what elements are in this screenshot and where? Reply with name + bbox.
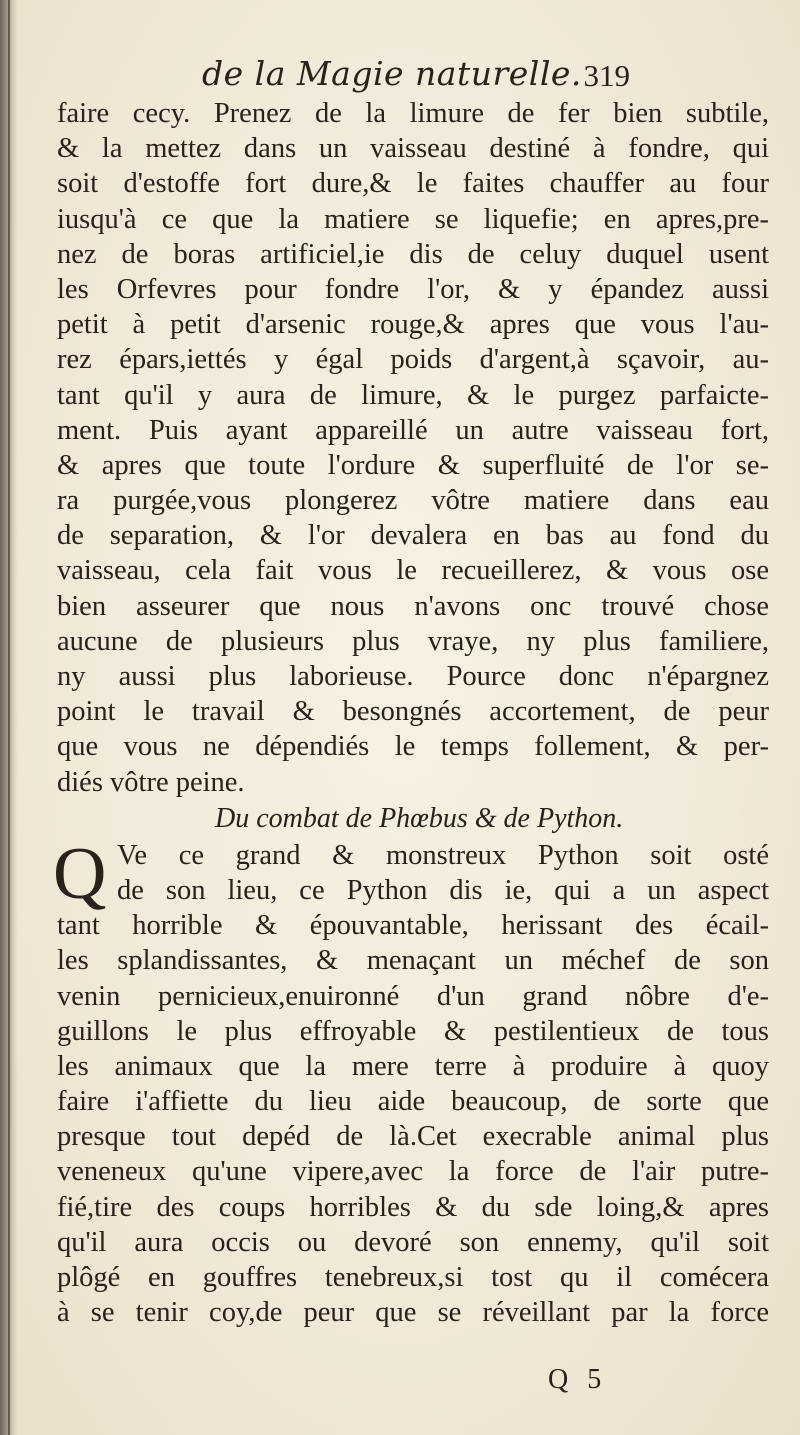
text-line: fié,tire des coups horribles & du sde loing,& apres	[57, 1191, 769, 1223]
text-line: Ve ce grand & monstreux Python soit osté	[117, 839, 769, 871]
text-line: iusqu'à ce que la matiere se liquefie; en apres,pre-	[57, 203, 769, 235]
page-number: 319	[583, 58, 630, 93]
paragraph-alchemy	[57, 96, 769, 800]
binding-edge-line	[8, 0, 10, 1435]
section-heading: Du combat de Phœbus & de Python.	[215, 802, 624, 834]
text-line: ra purgée,vous plongerez vôtre matiere dans eau	[57, 485, 769, 517]
text-line: nez de boras artificiel,ie dis de celuy duquel usent	[57, 238, 769, 270]
text-line: presque tout depéd de là.Cet execrable animal plus	[57, 1121, 769, 1153]
text-line: tant horrible & épouvantable, herissant des écail-	[57, 910, 769, 942]
drop-cap: Q	[53, 832, 107, 915]
text-line: point le travail & besongnés accortement, de peur	[57, 696, 769, 728]
text-line: les Orfevres pour fondre l'or, & y épandez aussi	[57, 273, 769, 305]
text-line: tant qu'il y aura de limure, & le purgez parfaicte-	[57, 379, 769, 411]
text-line: bien asseurer que nous n'avons onc trouvé chose	[57, 590, 769, 622]
body-text	[53, 96, 769, 1330]
text-line: faire i'affiette du lieu aide beaucoup, de sorte que	[57, 1086, 769, 1118]
text-line: aucune de plusieurs plus vraye, ny plus familiere,	[57, 625, 769, 657]
text-line: plôgé en gouffres tenebreux,si tost qu il comécera	[57, 1262, 769, 1293]
text-line: qu'il aura occis ou devoré son ennemy, qu'il soit	[57, 1226, 769, 1258]
text-line: ny aussi plus laborieuse. Pource donc n'épargnez	[57, 661, 769, 692]
catchword: Q 5	[548, 1364, 608, 1395]
text-line: à se tenir coy,de peur que se réveillant par la force	[57, 1297, 769, 1329]
paragraph-python-body	[57, 908, 769, 1330]
paragraph-python	[53, 832, 769, 1331]
text-line: guillons le plus effroyable & pestilentieux de tous	[57, 1015, 769, 1047]
running-title: de la Magie naturelle.	[202, 54, 582, 93]
text-line: de son lieu, ce Python dis ie, qui a un aspect	[117, 874, 769, 906]
text-line: ment. Puis ayant appareillé un autre vaisseau fort,	[57, 414, 769, 446]
text-line: de separation, & l'or devalera en bas au fond du	[57, 520, 769, 552]
drop-cap-lines	[57, 838, 769, 908]
text-line: les splandissantes, & menaçant un méchef de son	[57, 945, 769, 977]
text-line: les animaux que la mere terre à produire à quoy	[57, 1050, 769, 1082]
text-line: & apres que toute l'ordure & superfluité de l'or se-	[57, 449, 769, 481]
text-line: diés vôtre peine.	[57, 766, 245, 798]
text-line: que vous ne dépendiés le temps follement, & per-	[57, 731, 769, 763]
text-line: rez épars,iettés y égal poids d'argent,à sçavoir, au-	[57, 344, 769, 376]
text-line: venin pernicieux,enuironné d'un grand nôbre d'e-	[57, 980, 769, 1012]
page-header	[160, 54, 630, 102]
text-line: faire cecy. Prenez de la limure de fer bien subtile,	[57, 98, 769, 129]
text-line: soit d'estoffe fort dure,& le faites chauffer au four	[57, 168, 769, 200]
text-line: veneneux qu'une vipere,avec la force de l'air putre-	[57, 1156, 769, 1188]
text-line: vaisseau, cela fait vous le recueillerez, & vous ose	[57, 555, 769, 587]
text-line: petit à petit d'arsenic rouge,& apres que vous l'au-	[57, 309, 769, 341]
text-line: & la mettez dans un vaisseau destiné à fondre, qui	[57, 133, 769, 165]
